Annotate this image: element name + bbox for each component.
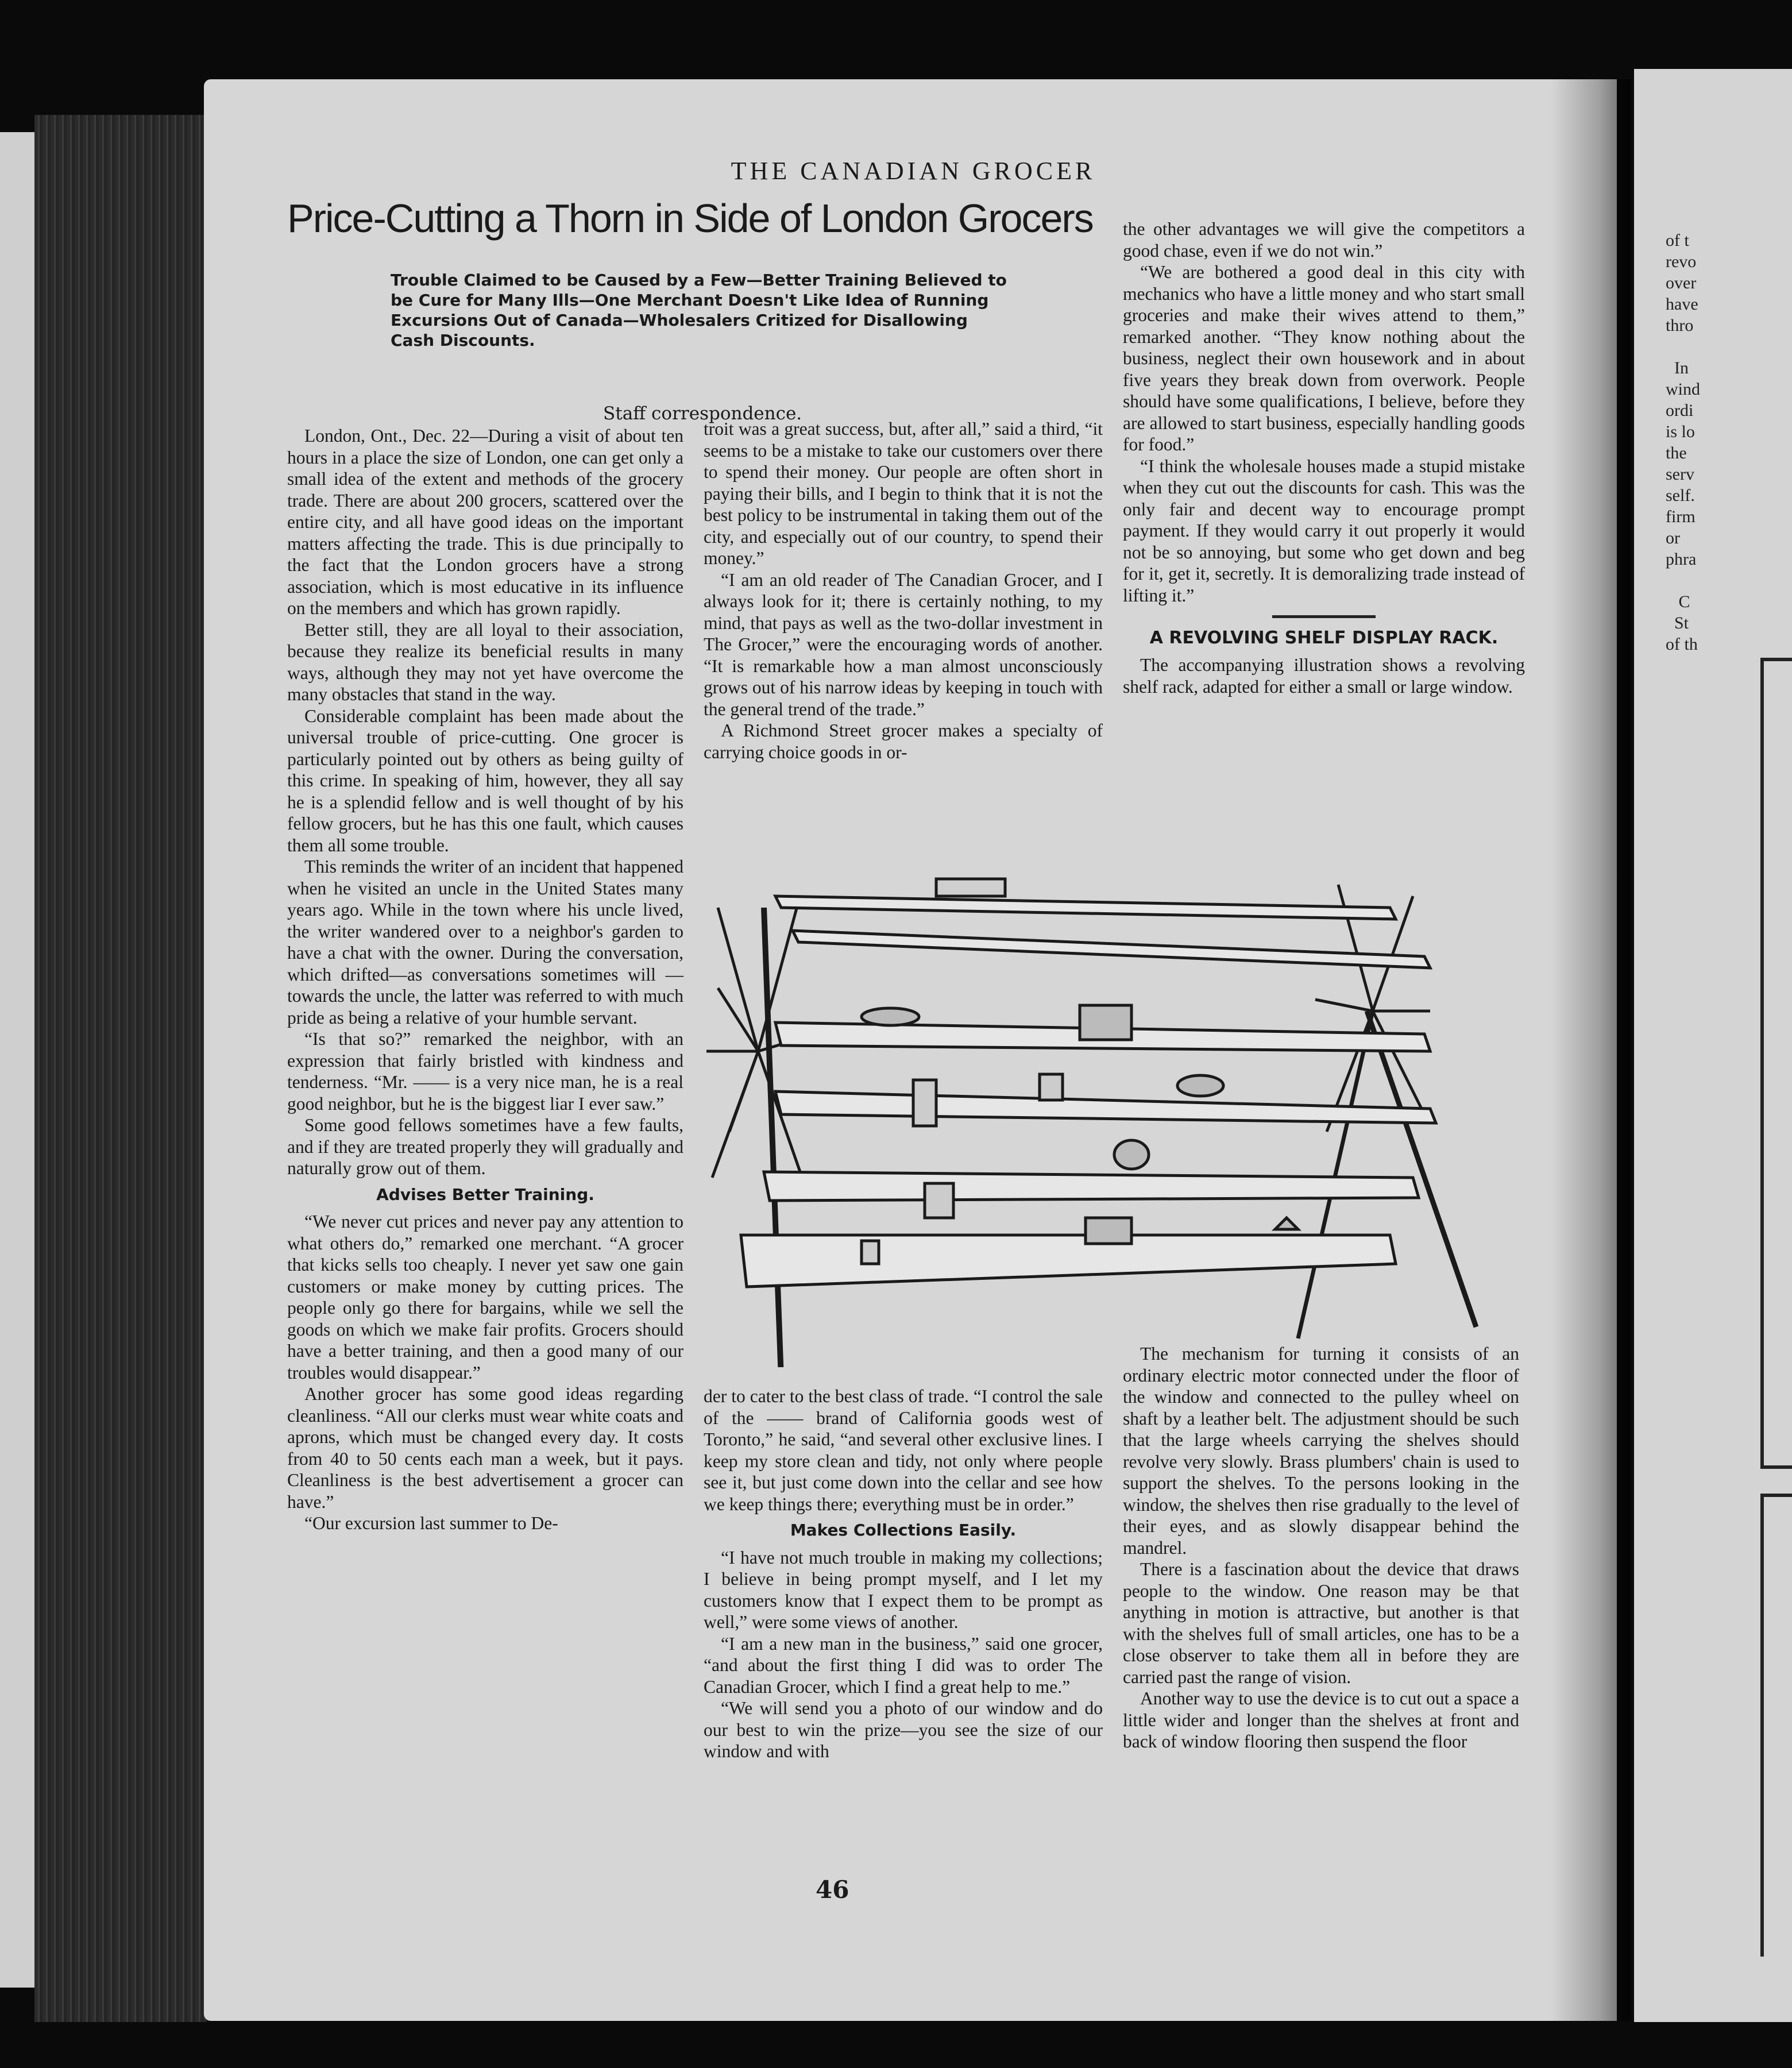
paragraph: the other advantages we will give the competitors a good chase, even if we do not win.” [1123, 219, 1525, 261]
paragraph: “We never cut prices and never pay any attention to what others do,” remarked one merchant. “A grocer that kicks sells too cheaply. I never yet saw one gain customers or make money by cutting prices. The people only go there for bargains, while we sell the goods on which we make fair profits. Grocers should have a better training, and then a good many of our troubles would disappear.” [287, 1212, 683, 1383]
paragraph: der to cater to the best class of trade. “I control the sale of the —— brand of California goods west of Toronto,” he said, “and several other exclusive lines. I keep my store clean and tidy, not only where people see it, but just come down into the cellar and see how we keep things there; everything must be in order.” [704, 1386, 1103, 1514]
paragraph: Another way to use the device is to cut out a space a little wider and longer than the shelves at front and back of window flooring then suspend the floor [1123, 1688, 1519, 1751]
book-page-stack [34, 115, 207, 2022]
next-page-fragment: of t revo over have thro In wind ordi is lo the serv self. firm or phra C St of th [1666, 231, 1700, 654]
deck: Trouble Claimed to be Caused by a Few—Better Training Believed to be Cure for Many Ills—One Merchant Doesn't Like Idea of Running Excursions Out of Canada—Wholesalers Critized for Disallowing Cash Discounts. [391, 271, 1007, 350]
next-page-box-lower [1760, 1494, 1792, 1957]
paragraph: Some good fellows sometimes have a few faults, and if they are treated properly they will gradually and naturally grow out of them. [287, 1115, 683, 1178]
running-head: THE CANADIAN GROCER [731, 157, 1096, 185]
column-3-top [1123, 218, 1525, 697]
paragraph: Better still, they are all loyal to their association, because they realize its beneficial results in many ways, although they may not yet have overcome the many obstacles that stand in the way. [287, 619, 683, 704]
column-3-bottom [1123, 1343, 1519, 1753]
paragraph: “I am an old reader of The Canadian Grocer, and I always look for it; there is certainly nothing, to my mind, that pays as well as the two-dollar investment in The Grocer,” were the encouraging words of another. “It is remarkable how a man almost unconsciously grows out of his narrow ideas by keeping in touch with the general trend of the trade.” [704, 569, 1103, 719]
column-2-top [704, 418, 1103, 763]
paragraph: “I have not much trouble in making my collections; I believe in being prompt myself, and I let my customers know that I expect them to be prompt as well,” were some views of another. [704, 1547, 1103, 1632]
subheading: A REVOLVING SHELF DISPLAY RACK. [1149, 628, 1499, 648]
gutter-shadow [1551, 79, 1631, 2021]
column-2-bottom [704, 1386, 1103, 1762]
paragraph: This reminds the writer of an incident that happened when he visited an uncle in the United States many years ago. While in the town where his uncle lived, the writer wandered over to a neighbor's garden to have a chat with the owner. During the conversation, which drifted—as conversations sometimes will —towards the uncle, the latter was referred to with much pride as being a relative of your humble servant. [287, 856, 683, 1028]
column-1 [287, 425, 683, 1534]
paragraph: There is a fascination about the device that draws people to the window. One reason may be that anything in motion is attractive, but another is that with the shelves full of small articles, one has to be a close observer to take them all in before they are carried past the range of vision. [1123, 1559, 1519, 1687]
paragraph: troit was a great success, but, after all,” said a third, “it seems to be a mistake to take our customers over there to spend their money. Our people are often short in paying their bills, and I begin to think that it is not the best policy to be instrumental in taking them out of the city, and especially out of our country, to spend their money.” [704, 419, 1103, 568]
paragraph: Considerable complaint has been made about the universal trouble of price-cutting. One grocer is particularly pointed out by others as being guilty of this crime. In speaking of him, however, they all say he is a splendid fellow and is well thought of by his fellow grocers, but he has this one fault, which causes them all some trouble. [287, 705, 683, 855]
paragraph: A Richmond Street grocer makes a specialty of carrying choice goods in or- [704, 720, 1103, 762]
paragraph: “Is that so?” remarked the neighbor, with an expression that fairly bristled with kindness and tenderness. “Mr. —— is a very nice man, he is a real good neighbor, but he is the biggest liar I ever saw.” [287, 1029, 683, 1114]
section-rule [1272, 615, 1376, 618]
paragraph: Another grocer has some good ideas regarding cleanliness. “All our clerks must wear white coats and aprons, which must be changed every day. It costs from 40 to 50 cents each man a week, but it pays. Cleanliness is the best advertisement a grocer can have.” [287, 1384, 683, 1512]
headline: Price-Cutting a Thorn in Side of London Grocers [287, 196, 1093, 241]
subheading: Advises Better Training. [376, 1185, 594, 1204]
paragraph: The accompanying illustration shows a revolving shelf rack, adapted for either a small or large window. [1123, 655, 1525, 697]
paragraph: “We are bothered a good deal in this city with mechanics who have a little money and who start small groceries and make their wives attend to them,” remarked another. “They know nothing about the business, neglect their own housework and in about five years they break down from overwork. People should have some qualifications, I believe, before they are allowed to start business, especially handling goods for food.” [1123, 262, 1525, 454]
byline: Staff correspondence. [603, 403, 802, 424]
paragraph: The mechanism for turning it consists of an ordinary electric motor connected under the floor of the window and connected to the pulley wheel on shaft by a leather belt. The adjustment should be such that the large wheels carrying the shelves should revolve very slowly. Brass plumbers' chain is used to support the shelves. To the persons looking in the window, the shelves then rise gradually to the level of their eyes, and as slowly disappear behind the mandrel. [1123, 1344, 1519, 1558]
next-page-box [1760, 658, 1792, 1469]
subheading: Makes Collections Easily. [790, 1521, 1017, 1540]
paragraph: “I am a new man in the business,” said one grocer, “and about the first thing I did was to order The Canadian Grocer, which I find a great help to me.” [704, 1633, 1103, 1697]
paragraph: “I think the wholesale houses made a stupid mistake when they cut out the discounts for cash. This was the only fair and decent way to encourage prompt payment. If they would carry it out properly it would not be so annoying, but some who get down and beg for it, get it, secretly. It is demoralizing trade instead of lifting it.” [1123, 456, 1525, 605]
paragraph: “Our excursion last summer to De- [304, 1513, 558, 1533]
page-number: 46 [816, 1876, 849, 1904]
revolving-shelf-rack-illustration [706, 862, 1505, 1367]
book-edge [0, 132, 34, 1988]
paragraph: London, Ont., Dec. 22—During a visit of about ten hours in a place the size of London, one can get only a small idea of the extent and methods of the grocery trade. There are about 200 grocers, scattered over the entire city, and all have good ideas on the important matters affecting the trade. This is due principally to the fact that the London grocers have a strong association, which is most educative in its influence on the members and which has grown rapidly. [287, 426, 683, 618]
paragraph: “We will send you a photo of our window and do our best to win the prize—you see the size of our window and with [704, 1698, 1103, 1761]
